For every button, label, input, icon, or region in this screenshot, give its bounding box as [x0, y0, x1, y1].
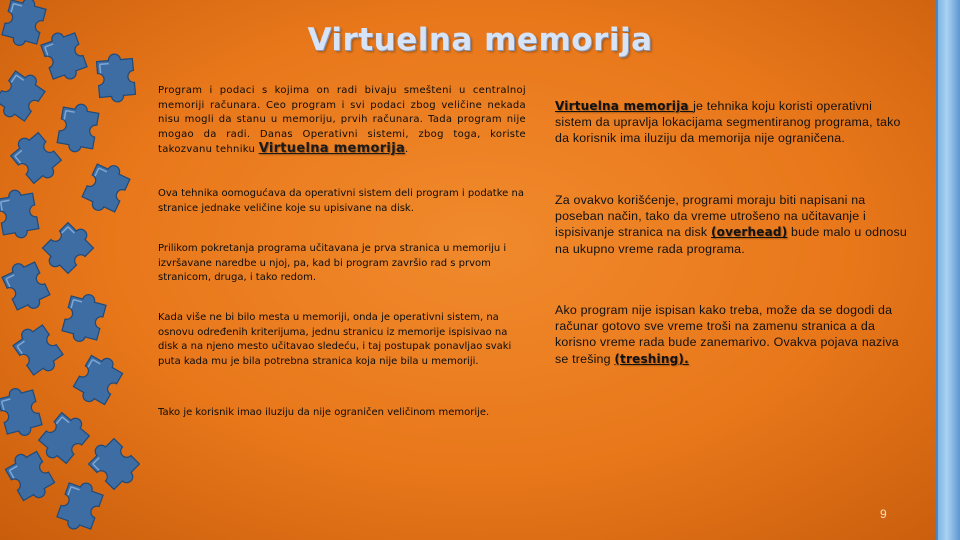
right-accent-bar — [936, 0, 960, 540]
left-p1-text: Program i podaci s kojima on radi bivaju smešteni u centralnoj memoriji računara. Ceo program i svi podaci zbog veličine nekada nisu mogli da stanu u memoriju, prvih računara. Tada program nije mogao da radi. Danas Operativni sistemi, zbog toga, koriste takozvanu tehniku — [158, 85, 526, 155]
left-paragraph-5: Tako je korisnik imao iluziju da nije ograničen veličinom memorije. — [158, 407, 490, 418]
right-p1-text: je tehnika koju koristi operativni sistem da upravlja lokacijama segmentiranog programa, tako da korisnik ima iluziju da memorija nije ograničena. — [555, 99, 901, 146]
right-paragraph-2 — [555, 192, 910, 257]
left-paragraph-2: Ova tehnika oomogućava da operativni sistem deli program i podatke na stranice jednake veličine koje su upisivane na disk. — [158, 188, 524, 214]
right-paragraph-3 — [555, 302, 910, 367]
left-paragraph-1 — [158, 84, 526, 158]
right-paragraph-1 — [555, 98, 910, 147]
puzzle-pieces-decoration — [0, 0, 140, 540]
right-p1-term: Virtuelna memorija — [555, 99, 694, 113]
right-p2-post: bude malo u odnosu na ukupno vreme rada programa. — [555, 225, 907, 256]
slide-title: Virtuelna memorija — [307, 22, 653, 58]
right-p3-pre: Ako program nije ispisan kako treba, može da se dogodi da računar gotovo sve vreme troši na zamenu stranica a da korisno vreme rada bude zanemarivo. Ovakva pojava naziva se trešing — [555, 303, 899, 366]
right-p2-pre: Za ovakvo korišćenje, programi moraju biti napisani na poseban način, tako da vreme utrošeno na učitavanje i ispisivanje stranica na disk — [555, 193, 866, 240]
right-p2-term: (overhead) — [710, 225, 788, 240]
left-paragraph-3: Prilikom pokretanja programa učitavana je prva stranica u memoriju i izvršavane naredbe u njoj, pa, kad bi program završio rad s prvom stranicom, druga, i tako redom. — [158, 243, 507, 283]
left-paragraph-4: Kada više ne bi bilo mesta u memoriji, onda je operativni sistem, na osnovu određenih kriterijuma, jednu stranicu iz memorije ispisivao na disk a na njeno mesto učitavao sledeću, i taj postupak ponavljao svaki puta kada mu je bila potrebna stranica koja nije bila u memoriji. — [158, 312, 512, 367]
left-p1-end: . — [405, 144, 409, 155]
page-number: 9 — [880, 507, 887, 521]
left-p1-term: Virtuelna memorija — [258, 141, 406, 156]
right-p3-term: (treshing). — [614, 351, 689, 366]
